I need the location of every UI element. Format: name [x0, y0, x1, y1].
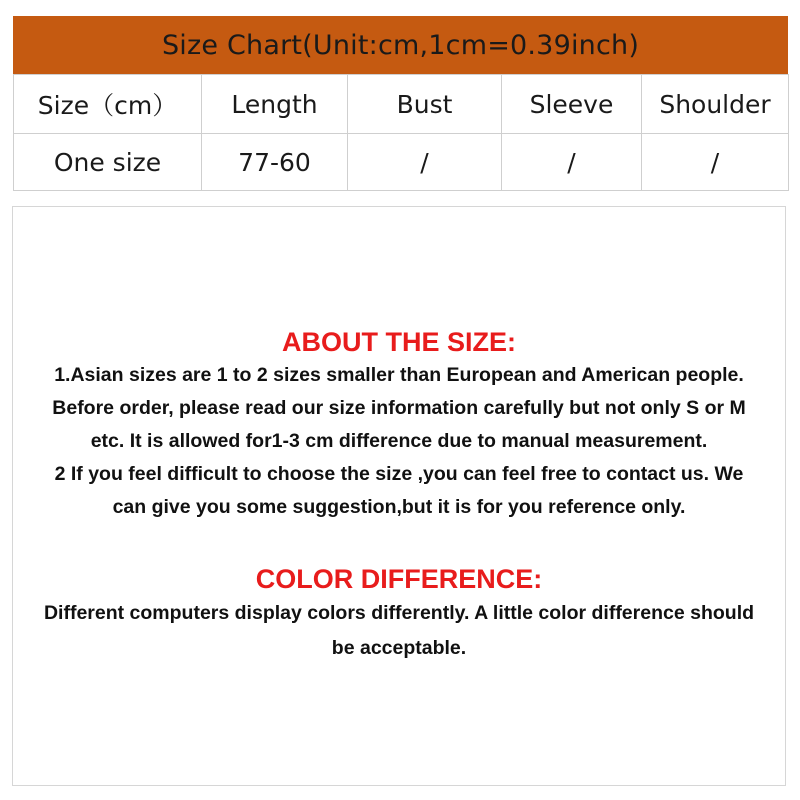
about-size-line-1: 1.Asian sizes are 1 to 2 sizes smaller than European and American people.	[54, 364, 744, 386]
column-header-shoulder: Shoulder	[642, 75, 789, 134]
about-size-line-2: Before order, please read our size information carefully but not only S or M	[52, 397, 746, 419]
color-difference-line-1: Different computers display colors differently. A little color difference should	[43, 602, 755, 624]
about-size-heading: ABOUT THE SIZE:	[282, 327, 516, 357]
cell-size: One size	[14, 134, 202, 191]
table-row	[14, 134, 789, 191]
size-table	[13, 74, 789, 191]
about-size-line-5: can give you some suggestion,but it is for you reference only.	[112, 496, 686, 518]
color-difference-line-2: be acceptable.	[331, 637, 467, 659]
table-header-row	[14, 75, 789, 134]
column-header-sleeve: Sleeve	[502, 75, 642, 134]
cell-shoulder: /	[642, 134, 789, 191]
about-size-line-4: 2 If you feel difficult to choose the size ,you can feel free to contact us. We	[54, 463, 744, 485]
cell-bust: /	[348, 134, 502, 191]
column-header-size: Size（cm）	[14, 75, 202, 134]
about-size-line-3: etc. It is allowed for1-3 cm difference due to manual measurement.	[90, 430, 708, 452]
size-chart	[13, 16, 788, 191]
size-chart-title: Size Chart(Unit:cm,1cm=0.39inch)	[13, 16, 788, 74]
cell-sleeve: /	[502, 134, 642, 191]
cell-length: 77-60	[202, 134, 348, 191]
color-difference-heading: COLOR DIFFERENCE:	[255, 564, 543, 594]
column-header-bust: Bust	[348, 75, 502, 134]
size-notice-panel	[12, 206, 786, 786]
column-header-length: Length	[202, 75, 348, 134]
